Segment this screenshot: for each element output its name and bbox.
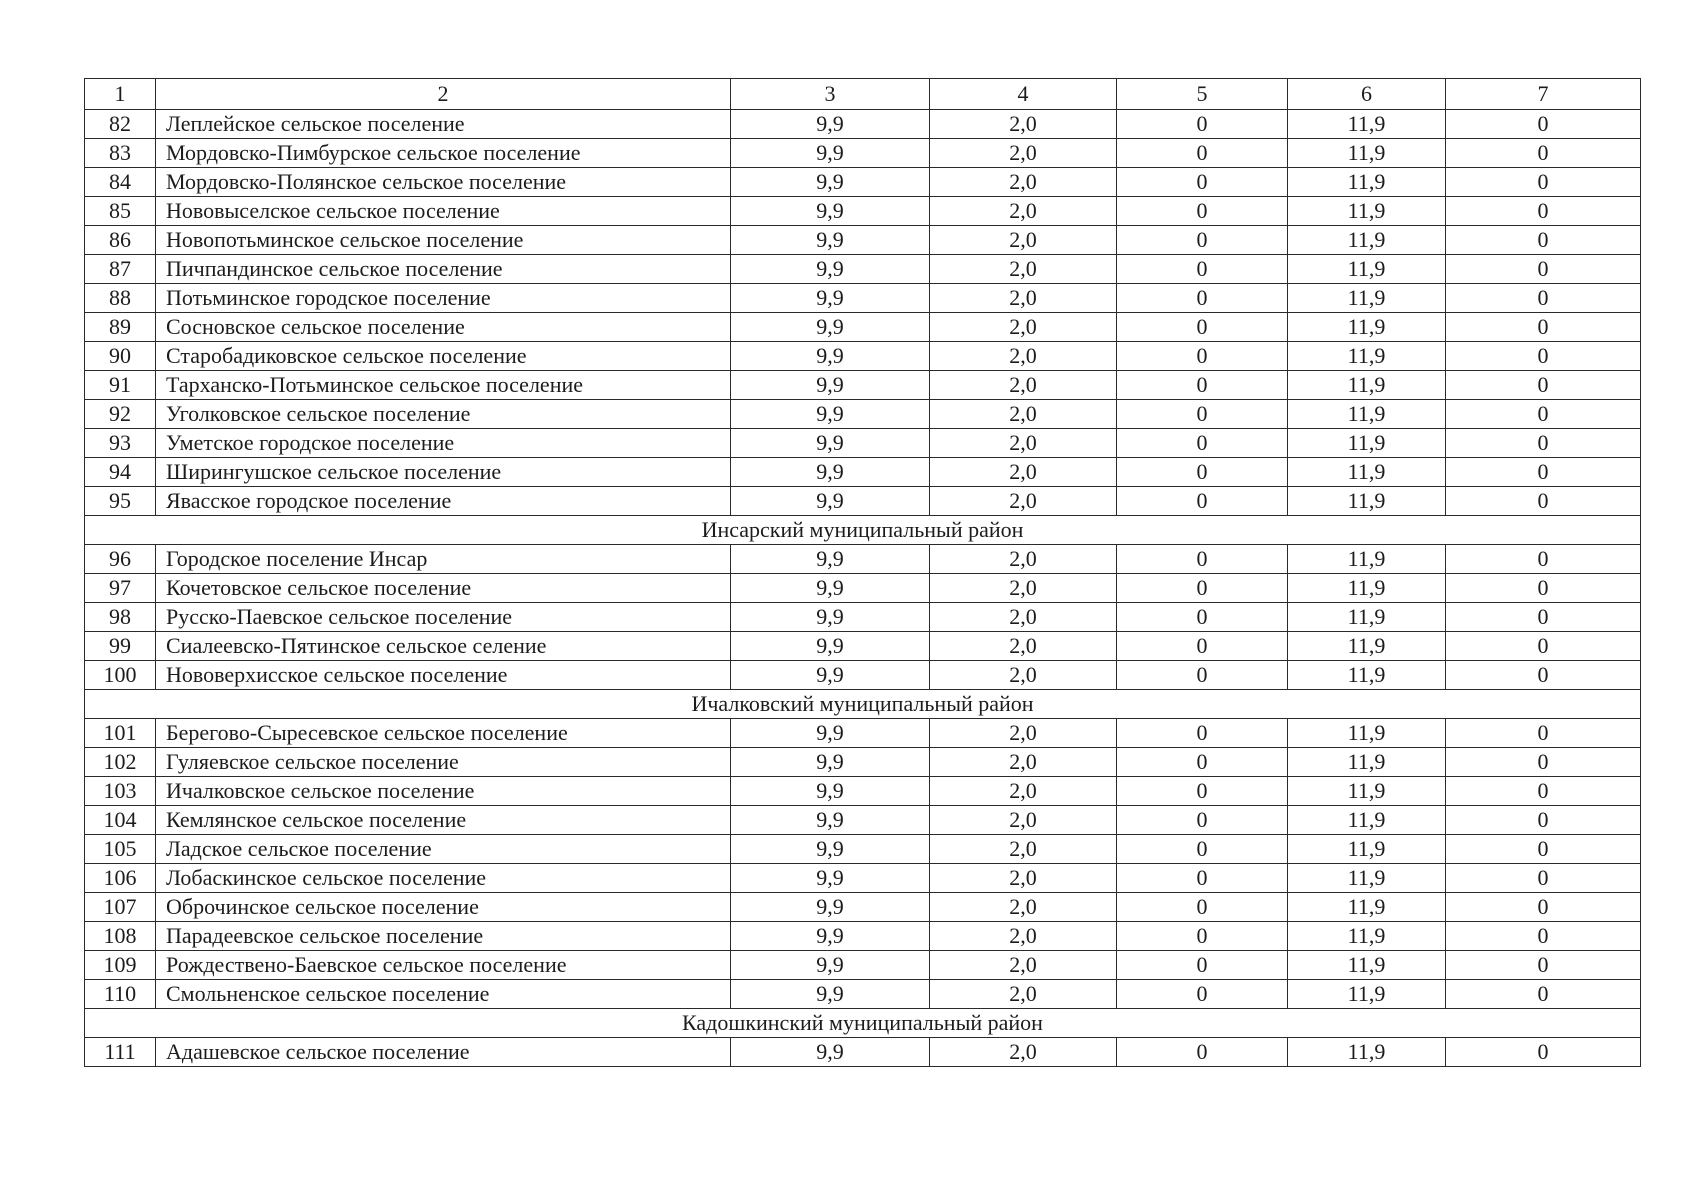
settlement-name: Ичалковское сельское поселение — [156, 777, 731, 806]
value-col-5: 0 — [1117, 400, 1288, 429]
settlement-name: Адашевское сельское поселение — [156, 1038, 731, 1067]
settlement-name: Кочетовское сельское поселение — [156, 574, 731, 603]
value-col-4: 2,0 — [930, 893, 1117, 922]
value-col-4: 2,0 — [930, 139, 1117, 168]
table-row — [85, 922, 1641, 951]
row-number: 104 — [85, 806, 156, 835]
value-col-3: 9,9 — [731, 777, 930, 806]
value-col-3: 9,9 — [731, 110, 930, 139]
value-col-6: 11,9 — [1288, 661, 1446, 690]
value-col-6: 11,9 — [1288, 400, 1446, 429]
value-col-5: 0 — [1117, 197, 1288, 226]
settlement-name: Явасское городское поселение — [156, 487, 731, 516]
value-col-3: 9,9 — [731, 864, 930, 893]
value-col-5: 0 — [1117, 313, 1288, 342]
value-col-6: 11,9 — [1288, 110, 1446, 139]
row-number: 100 — [85, 661, 156, 690]
table-row — [85, 777, 1641, 806]
row-number: 85 — [85, 197, 156, 226]
section-row — [85, 690, 1641, 719]
value-col-6: 11,9 — [1288, 487, 1446, 516]
table-row — [85, 893, 1641, 922]
row-number: 108 — [85, 922, 156, 951]
header-row — [85, 79, 1641, 110]
table-row — [85, 951, 1641, 980]
value-col-7: 0 — [1446, 980, 1641, 1009]
value-col-4: 2,0 — [930, 719, 1117, 748]
value-col-3: 9,9 — [731, 1038, 930, 1067]
value-col-6: 11,9 — [1288, 835, 1446, 864]
table-row — [85, 255, 1641, 284]
value-col-7: 0 — [1446, 255, 1641, 284]
value-col-4: 2,0 — [930, 835, 1117, 864]
table-row — [85, 168, 1641, 197]
value-col-3: 9,9 — [731, 574, 930, 603]
value-col-6: 11,9 — [1288, 574, 1446, 603]
value-col-3: 9,9 — [731, 806, 930, 835]
value-col-6: 11,9 — [1288, 980, 1446, 1009]
value-col-6: 11,9 — [1288, 197, 1446, 226]
value-col-6: 11,9 — [1288, 458, 1446, 487]
value-col-7: 0 — [1446, 487, 1641, 516]
value-col-3: 9,9 — [731, 835, 930, 864]
table-row — [85, 806, 1641, 835]
value-col-3: 9,9 — [731, 400, 930, 429]
section-title: Кадошкинский муниципальный район — [85, 1009, 1641, 1038]
value-col-6: 11,9 — [1288, 777, 1446, 806]
settlement-name: Городское поселение Инсар — [156, 545, 731, 574]
value-col-7: 0 — [1446, 168, 1641, 197]
value-col-5: 0 — [1117, 806, 1288, 835]
row-number: 96 — [85, 545, 156, 574]
value-col-3: 9,9 — [731, 284, 930, 313]
value-col-3: 9,9 — [731, 342, 930, 371]
value-col-4: 2,0 — [930, 632, 1117, 661]
row-number: 107 — [85, 893, 156, 922]
value-col-7: 0 — [1446, 284, 1641, 313]
value-col-4: 2,0 — [930, 429, 1117, 458]
settlement-name: Рождествено-Баевское сельское поселение — [156, 951, 731, 980]
value-col-7: 0 — [1446, 574, 1641, 603]
value-col-6: 11,9 — [1288, 284, 1446, 313]
value-col-5: 0 — [1117, 864, 1288, 893]
section-row — [85, 1009, 1641, 1038]
table-row — [85, 545, 1641, 574]
value-col-7: 0 — [1446, 835, 1641, 864]
row-number: 93 — [85, 429, 156, 458]
value-col-5: 0 — [1117, 777, 1288, 806]
value-col-7: 0 — [1446, 139, 1641, 168]
section-title: Инсарский муниципальный район — [85, 516, 1641, 545]
value-col-5: 0 — [1117, 748, 1288, 777]
value-col-6: 11,9 — [1288, 545, 1446, 574]
row-number: 99 — [85, 632, 156, 661]
value-col-5: 0 — [1117, 458, 1288, 487]
value-col-5: 0 — [1117, 284, 1288, 313]
column-header: 2 — [156, 79, 731, 110]
value-col-7: 0 — [1446, 400, 1641, 429]
value-col-4: 2,0 — [930, 342, 1117, 371]
value-col-4: 2,0 — [930, 864, 1117, 893]
column-header: 7 — [1446, 79, 1641, 110]
value-col-3: 9,9 — [731, 255, 930, 284]
table-row — [85, 226, 1641, 255]
value-col-6: 11,9 — [1288, 748, 1446, 777]
settlement-name: Парадеевское сельское поселение — [156, 922, 731, 951]
value-col-3: 9,9 — [731, 661, 930, 690]
table-row — [85, 661, 1641, 690]
value-col-4: 2,0 — [930, 603, 1117, 632]
settlement-name: Берегово-Сыресевское сельское поселение — [156, 719, 731, 748]
value-col-7: 0 — [1446, 661, 1641, 690]
settlement-name: Уметское городское поселение — [156, 429, 731, 458]
value-col-5: 0 — [1117, 487, 1288, 516]
settlement-name: Нововерхисское сельское поселение — [156, 661, 731, 690]
value-col-7: 0 — [1446, 922, 1641, 951]
value-col-7: 0 — [1446, 603, 1641, 632]
table-row — [85, 139, 1641, 168]
value-col-6: 11,9 — [1288, 313, 1446, 342]
value-col-5: 0 — [1117, 139, 1288, 168]
value-col-5: 0 — [1117, 110, 1288, 139]
table-row — [85, 1038, 1641, 1067]
value-col-4: 2,0 — [930, 487, 1117, 516]
value-col-7: 0 — [1446, 197, 1641, 226]
settlement-name: Леплейское сельское поселение — [156, 110, 731, 139]
value-col-5: 0 — [1117, 980, 1288, 1009]
value-col-7: 0 — [1446, 429, 1641, 458]
table-row — [85, 719, 1641, 748]
settlement-name: Потьминское городское поселение — [156, 284, 731, 313]
table-row — [85, 574, 1641, 603]
value-col-5: 0 — [1117, 226, 1288, 255]
row-number: 101 — [85, 719, 156, 748]
value-col-6: 11,9 — [1288, 1038, 1446, 1067]
settlement-name: Новопотьминское сельское поселение — [156, 226, 731, 255]
settlement-name: Старобадиковское сельское поселение — [156, 342, 731, 371]
settlement-name: Смольненское сельское поселение — [156, 980, 731, 1009]
value-col-4: 2,0 — [930, 400, 1117, 429]
value-col-6: 11,9 — [1288, 139, 1446, 168]
value-col-4: 2,0 — [930, 313, 1117, 342]
value-col-7: 0 — [1446, 313, 1641, 342]
value-col-5: 0 — [1117, 632, 1288, 661]
column-header: 6 — [1288, 79, 1446, 110]
value-col-4: 2,0 — [930, 748, 1117, 777]
value-col-3: 9,9 — [731, 951, 930, 980]
value-col-3: 9,9 — [731, 748, 930, 777]
settlement-name: Ширингушское сельское поселение — [156, 458, 731, 487]
table-row — [85, 371, 1641, 400]
settlement-name: Пичпандинское сельское поселение — [156, 255, 731, 284]
data-table — [84, 78, 1641, 1067]
settlement-name: Сиалеевско-Пятинское сельское селение — [156, 632, 731, 661]
column-header: 5 — [1117, 79, 1288, 110]
table-row — [85, 110, 1641, 139]
settlement-name: Гуляевское сельское поселение — [156, 748, 731, 777]
value-col-6: 11,9 — [1288, 719, 1446, 748]
settlement-name: Русско-Паевское сельское поселение — [156, 603, 731, 632]
value-col-7: 0 — [1446, 806, 1641, 835]
value-col-4: 2,0 — [930, 980, 1117, 1009]
section-row — [85, 516, 1641, 545]
value-col-3: 9,9 — [731, 371, 930, 400]
value-col-7: 0 — [1446, 458, 1641, 487]
table-row — [85, 197, 1641, 226]
table-row — [85, 864, 1641, 893]
table-row — [85, 284, 1641, 313]
value-col-4: 2,0 — [930, 777, 1117, 806]
value-col-4: 2,0 — [930, 806, 1117, 835]
settlement-name: Кемлянское сельское поселение — [156, 806, 731, 835]
row-number: 84 — [85, 168, 156, 197]
table-row — [85, 400, 1641, 429]
table-row — [85, 748, 1641, 777]
value-col-5: 0 — [1117, 545, 1288, 574]
value-col-7: 0 — [1446, 110, 1641, 139]
settlement-name: Уголковское сельское поселение — [156, 400, 731, 429]
settlement-name: Сосновское сельское поселение — [156, 313, 731, 342]
value-col-6: 11,9 — [1288, 806, 1446, 835]
value-col-7: 0 — [1446, 342, 1641, 371]
value-col-5: 0 — [1117, 719, 1288, 748]
value-col-6: 11,9 — [1288, 226, 1446, 255]
value-col-5: 0 — [1117, 922, 1288, 951]
value-col-6: 11,9 — [1288, 371, 1446, 400]
value-col-6: 11,9 — [1288, 922, 1446, 951]
value-col-7: 0 — [1446, 371, 1641, 400]
value-col-6: 11,9 — [1288, 632, 1446, 661]
table-row — [85, 980, 1641, 1009]
value-col-5: 0 — [1117, 342, 1288, 371]
row-number: 87 — [85, 255, 156, 284]
settlement-name: Ладское сельское поселение — [156, 835, 731, 864]
row-number: 111 — [85, 1038, 156, 1067]
value-col-7: 0 — [1446, 777, 1641, 806]
value-col-3: 9,9 — [731, 226, 930, 255]
value-col-5: 0 — [1117, 371, 1288, 400]
value-col-3: 9,9 — [731, 487, 930, 516]
value-col-4: 2,0 — [930, 574, 1117, 603]
value-col-7: 0 — [1446, 632, 1641, 661]
row-number: 97 — [85, 574, 156, 603]
value-col-5: 0 — [1117, 429, 1288, 458]
value-col-6: 11,9 — [1288, 603, 1446, 632]
row-number: 102 — [85, 748, 156, 777]
value-col-7: 0 — [1446, 951, 1641, 980]
value-col-5: 0 — [1117, 893, 1288, 922]
value-col-3: 9,9 — [731, 719, 930, 748]
value-col-4: 2,0 — [930, 1038, 1117, 1067]
table-row — [85, 313, 1641, 342]
table-row — [85, 429, 1641, 458]
value-col-4: 2,0 — [930, 284, 1117, 313]
value-col-3: 9,9 — [731, 139, 930, 168]
value-col-5: 0 — [1117, 951, 1288, 980]
value-col-3: 9,9 — [731, 980, 930, 1009]
table-row — [85, 835, 1641, 864]
settlement-name: Мордовско-Полянское сельское поселение — [156, 168, 731, 197]
value-col-3: 9,9 — [731, 632, 930, 661]
table-row — [85, 342, 1641, 371]
row-number: 105 — [85, 835, 156, 864]
value-col-4: 2,0 — [930, 255, 1117, 284]
table-row — [85, 458, 1641, 487]
value-col-6: 11,9 — [1288, 168, 1446, 197]
row-number: 106 — [85, 864, 156, 893]
value-col-7: 0 — [1446, 719, 1641, 748]
value-col-5: 0 — [1117, 255, 1288, 284]
row-number: 94 — [85, 458, 156, 487]
value-col-7: 0 — [1446, 1038, 1641, 1067]
settlement-name: Нововыселское сельское поселение — [156, 197, 731, 226]
section-title: Ичалковский муниципальный район — [85, 690, 1641, 719]
value-col-6: 11,9 — [1288, 893, 1446, 922]
column-header: 1 — [85, 79, 156, 110]
table-row — [85, 603, 1641, 632]
value-col-6: 11,9 — [1288, 951, 1446, 980]
table-body — [85, 79, 1641, 1067]
row-number: 95 — [85, 487, 156, 516]
value-col-7: 0 — [1446, 893, 1641, 922]
value-col-4: 2,0 — [930, 226, 1117, 255]
value-col-3: 9,9 — [731, 458, 930, 487]
table-row — [85, 632, 1641, 661]
value-col-4: 2,0 — [930, 371, 1117, 400]
row-number: 86 — [85, 226, 156, 255]
row-number: 91 — [85, 371, 156, 400]
value-col-7: 0 — [1446, 545, 1641, 574]
row-number: 110 — [85, 980, 156, 1009]
value-col-7: 0 — [1446, 864, 1641, 893]
row-number: 83 — [85, 139, 156, 168]
value-col-4: 2,0 — [930, 168, 1117, 197]
row-number: 103 — [85, 777, 156, 806]
value-col-3: 9,9 — [731, 429, 930, 458]
value-col-7: 0 — [1446, 748, 1641, 777]
value-col-7: 0 — [1446, 226, 1641, 255]
settlement-name: Лобаскинское сельское поселение — [156, 864, 731, 893]
table-row — [85, 487, 1641, 516]
value-col-6: 11,9 — [1288, 864, 1446, 893]
value-col-5: 0 — [1117, 574, 1288, 603]
value-col-5: 0 — [1117, 168, 1288, 197]
value-col-6: 11,9 — [1288, 342, 1446, 371]
row-number: 82 — [85, 110, 156, 139]
value-col-3: 9,9 — [731, 893, 930, 922]
value-col-5: 0 — [1117, 603, 1288, 632]
settlement-name: Тарханско-Потьминское сельское поселение — [156, 371, 731, 400]
value-col-5: 0 — [1117, 661, 1288, 690]
settlement-name: Мордовско-Пимбурское сельское поселение — [156, 139, 731, 168]
value-col-3: 9,9 — [731, 168, 930, 197]
row-number: 89 — [85, 313, 156, 342]
settlement-name: Оброчинское сельское поселение — [156, 893, 731, 922]
value-col-4: 2,0 — [930, 458, 1117, 487]
value-col-6: 11,9 — [1288, 255, 1446, 284]
row-number: 98 — [85, 603, 156, 632]
value-col-4: 2,0 — [930, 197, 1117, 226]
value-col-3: 9,9 — [731, 197, 930, 226]
row-number: 88 — [85, 284, 156, 313]
value-col-3: 9,9 — [731, 313, 930, 342]
column-header: 4 — [930, 79, 1117, 110]
value-col-4: 2,0 — [930, 922, 1117, 951]
row-number: 109 — [85, 951, 156, 980]
value-col-4: 2,0 — [930, 661, 1117, 690]
value-col-3: 9,9 — [731, 922, 930, 951]
value-col-3: 9,9 — [731, 603, 930, 632]
value-col-4: 2,0 — [930, 951, 1117, 980]
value-col-3: 9,9 — [731, 545, 930, 574]
row-number: 92 — [85, 400, 156, 429]
value-col-5: 0 — [1117, 835, 1288, 864]
row-number: 90 — [85, 342, 156, 371]
value-col-5: 0 — [1117, 1038, 1288, 1067]
value-col-4: 2,0 — [930, 545, 1117, 574]
value-col-6: 11,9 — [1288, 429, 1446, 458]
column-header: 3 — [731, 79, 930, 110]
value-col-4: 2,0 — [930, 110, 1117, 139]
